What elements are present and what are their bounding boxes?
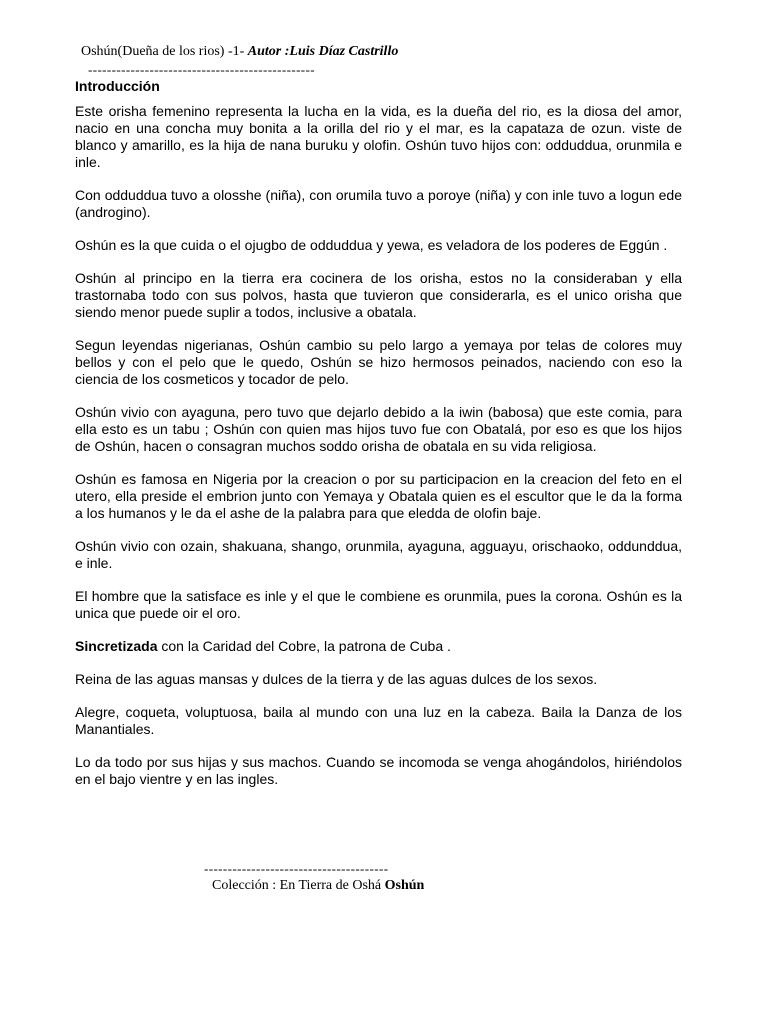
sincretizada-paragraph [75,638,682,655]
header-author: Autor :Luis Díaz Castrillo [247,44,399,59]
closing-paragraph-3: Lo da todo por sus hijas y sus machos. Cuando se incomoda se venga ahogándolos, hiriéndolos en el bajo vientre y en las ingles. [75,754,682,787]
closing-paragraph-2: Alegre, coqueta, voluptuosa, baila al mundo con una luz en la cabeza. Baila la Danza de los Manantiales. [75,704,682,737]
paragraph-1: Este orisha femenino representa la lucha en la vida, es la dueña del rio, es la diosa del amor, nacio en una concha muy bonita a la orilla del rio y el mar, es la capataza de ozun. viste de blanco y amarillo, es la hija de nana buruku y olofin. Oshún tuvo hijos con: odduddua, orunmila e inle. [75,103,682,170]
footer-name: Oshún [384,878,425,893]
page-footer [212,878,424,894]
paragraph-6: Oshún vivio con ayaguna, pero tuvo que dejarlo debido a la iwin (babosa) que este comia, para ella esto es un tabu ; Oshún con quien mas hijos tuvo fue con Obatalá, por eso es que los hijos de Oshún, hacen o consagran muchos soddo orisha de obatala en su vida religiosa. [75,404,682,454]
paragraph-3: Oshún es la que cuida o el ojugbo de odduddua y yewa, es veladora de los poderes de Eggún . [75,237,668,253]
paragraph-7: Oshún es famosa en Nigeria por la creacion o por su participacion en la creacion del feto en el utero, ella preside el embrion junto con Yemaya y Obatala quien es el escultor que le da la forma a los humanos y le da el ashe de la palabra para que eledda de olofin baje. [75,471,682,521]
closing-paragraph-1: Reina de las aguas mansas y dulces de la tierra y de las aguas dulces de los sexos. [75,671,598,687]
paragraph-2: Con odduddua tuvo a olosshe (niña), con orumila tuvo a poroye (niña) y con inle tuvo a logun ede (androgino). [75,187,682,220]
paragraph-4: Oshún al principo en la tierra era cocinera de los orisha, estos no la consideraban y ella trastornaba todo con sus polvos, hasta que tuvieron que considerarla, es el unico orisha que siendo menor puede suplir a todos, inclusive a obatala. [75,270,682,320]
footer-collection: Colección : En Tierra de Oshá [212,878,382,893]
paragraph-8: Oshún vivio con ozain, shakuana, shango, orunmila, ayaguna, agguayu, orischaoko, oddunddua, e inle. [75,538,682,571]
page-header [81,44,398,60]
footer-rule: --------------------------------------- [204,861,389,876]
document-body [75,78,682,804]
sincretizada-text: con la Caridad del Cobre, la patrona de Cuba . [157,638,451,654]
section-heading: Introducción [75,78,160,94]
sincretizada-label: Sincretizada [75,638,158,654]
paragraph-9: El hombre que la satisface es inle y el que le combiene es orunmila, pues la corona. Oshún es la unica que puede oir el oro. [75,588,682,621]
header-title: Oshún(Dueña de los rios) -1- [81,44,245,59]
header-rule: ------------------------------------------------ [88,62,315,77]
paragraph-5: Segun leyendas nigerianas, Oshún cambio su pelo largo a yemaya por telas de colores muy bellos y con el pelo que le quedo, Oshún se hizo hermosos peinados, naciendo con eso la ciencia de los cosmeticos y tocador de pelo. [75,337,682,387]
